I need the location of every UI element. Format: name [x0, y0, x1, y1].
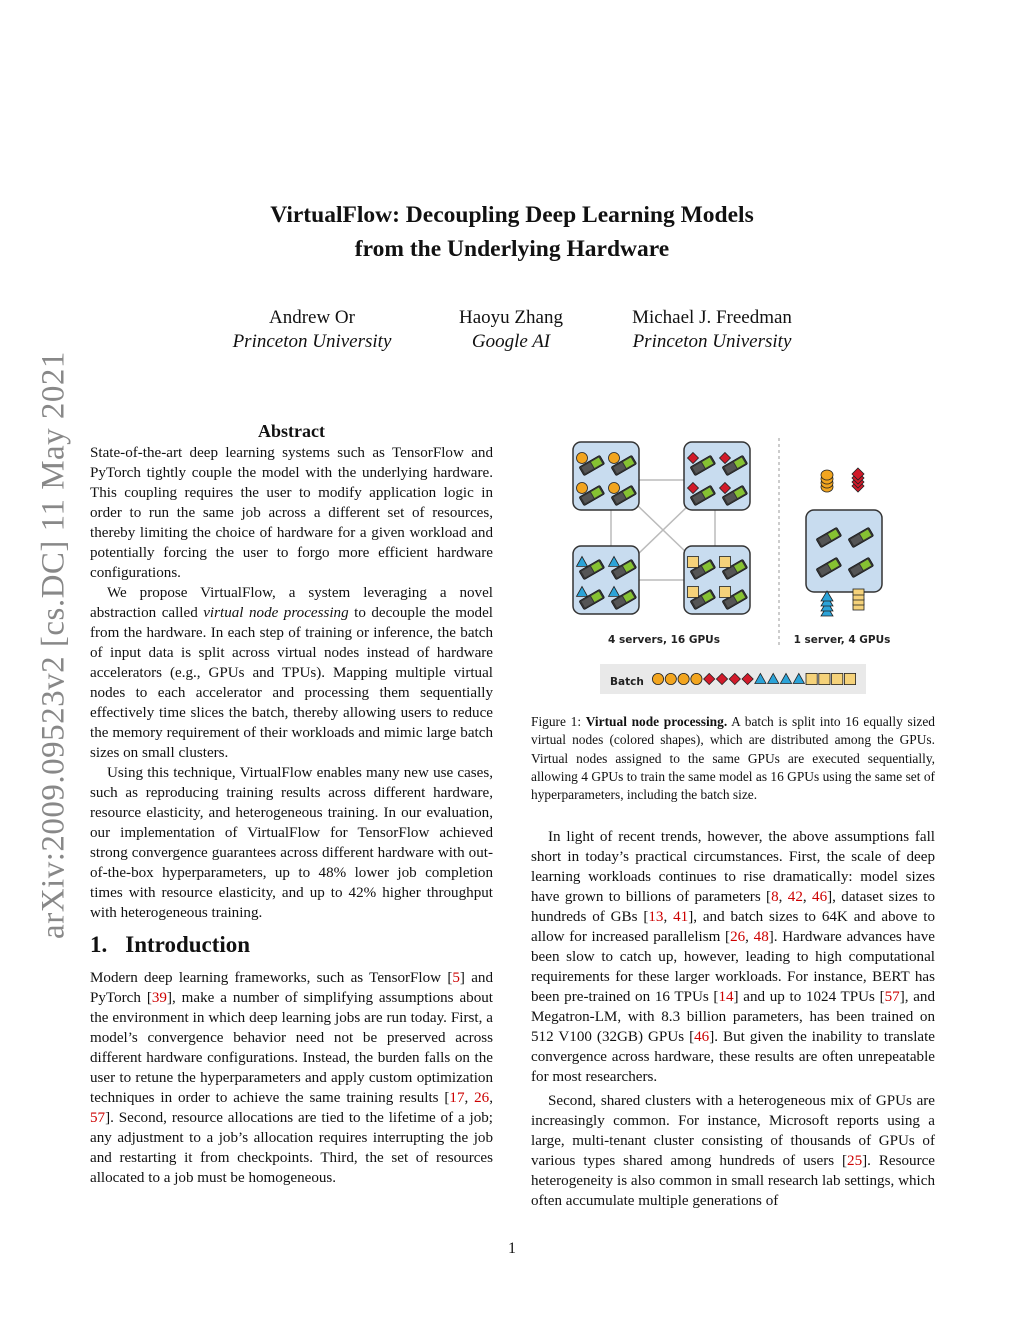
abstract-paragraph-1: State-of-the-art deep learning systems such as TensorFlow and PyTorch tightly couple the model with the underlying hardware. This coupling requires the user to modify application logic in order to run the same job across a different set of resources, thereby limiting the choice of hardware for a given workload and potentially forcing the user to forgo more efficient hardware configurations. [90, 445, 493, 581]
caption-text: A batch is split into 16 equally sized virtual nodes (colored shapes), which are distributed among the GPUs. Virtual nodes assigned to the same GPUs are executed sequentially, allowing 4 GPUs to train the same model as 16 GPUs using the same set of hyperparameters, including the batch size. [531, 714, 935, 803]
figure-virtual-node-processing [560, 430, 910, 700]
virtual-node-square [688, 587, 699, 598]
virtual-node-circle [691, 673, 702, 684]
label-4-servers: 4 servers, 16 GPUs [608, 634, 720, 646]
abstract-body [90, 443, 493, 923]
virtual-node-circle [577, 483, 588, 494]
virtual-node-square [819, 673, 830, 684]
server-diamond-group [684, 442, 750, 510]
stacked-circle-nodes [821, 470, 833, 492]
title-line-2: from the Underlying Hardware [354, 236, 670, 262]
label-1-server: 1 server, 4 GPUs [793, 634, 891, 646]
author-name: Andrew Or [268, 307, 355, 328]
virtual-node-circle [665, 673, 676, 684]
abstract-paragraph-3: Using this technique, VirtualFlow enables many new use cases, such as reproducing training results across different hardware, resource elasticity, and heterogeneous training. In our evaluation, our implementation of VirtualFlow for TensorFlow achieved strong convergence guarantees across different hardware with out-of-the-box hyperparameters, up to 48% lower job completion times with resource elasticity, and up to 42% higher throughput with heterogeneous training. [90, 765, 493, 921]
emphasis-term: virtual node processing [203, 605, 349, 621]
text-run: We propose VirtualFlow, a system leveraging a novel abstraction called [90, 585, 493, 621]
virtual-node-square [720, 557, 731, 568]
abstract-heading: Abstract [258, 421, 325, 441]
citation-link[interactable]: 5 [452, 970, 460, 986]
caption-prefix: Figure 1: [531, 714, 586, 729]
section-title: Introduction [125, 932, 251, 957]
right-column-body [531, 827, 935, 1211]
author-affiliation: Google AI [471, 331, 551, 352]
single-server [806, 510, 882, 592]
virtual-node-square [720, 587, 731, 598]
abstract-paragraph-2 [90, 583, 493, 763]
citation-link[interactable]: 25 [847, 1153, 863, 1169]
citation-link[interactable]: 14 [718, 989, 734, 1005]
section-number: 1. [90, 932, 108, 957]
citation-link[interactable]: 26 [474, 1090, 490, 1106]
citation-link[interactable]: 48 [753, 929, 769, 945]
stacked-diamond-nodes [852, 468, 864, 492]
section-heading-introduction [90, 932, 250, 958]
stacked-triangle-nodes [821, 591, 833, 616]
page-number: 1 [508, 1240, 516, 1257]
virtual-node-circle [609, 453, 620, 464]
citation-link[interactable]: 57 [90, 1110, 106, 1126]
citation-link[interactable]: 41 [673, 909, 689, 925]
citation-link[interactable]: 13 [648, 909, 664, 925]
citation-link[interactable]: 57 [884, 989, 900, 1005]
author-2 [411, 306, 611, 354]
citation-link[interactable]: 46 [812, 889, 828, 905]
citation-link[interactable]: 17 [449, 1090, 465, 1106]
server-circle-group [573, 442, 639, 510]
title-line-1: VirtualFlow: Decoupling Deep Learning Models [270, 202, 754, 228]
author-affiliation: Princeton University [632, 331, 792, 352]
citation-link[interactable]: 8 [771, 889, 779, 905]
figure-caption [531, 713, 935, 804]
author-affiliation: Princeton University [232, 331, 392, 352]
author-1 [212, 306, 412, 354]
virtual-node-square [688, 557, 699, 568]
intro-paragraph-2: In light of recent trends, however, the above assumptions fall short in today’s practical circumstances. First, the scale of deep learning workloads continues to rise dramatically: model sizes have grown to billions of parameters [8, 42, 46], dataset sizes to hundreds of GBs [13, 41], and batch sizes to 64K and above to allow for increased parallelism [26, 48]. Hardware advances have been slow to catch up, however, leading to high computational requirements for these larger workloads. For instance, BERT has been pre-trained on 16 TPUs [14] and up to 1024 TPUs [57], and Megatron-LM, with 8.3 billion parameters, has been trained on 512 V100 (32GB) GPUs [46]. But given the inability to translate convergence across hardware, these results are often unrepeatable for most researchers. [531, 829, 935, 1085]
batch-label: Batch [610, 676, 644, 688]
stacked-square-nodes [853, 589, 864, 610]
citation-link[interactable]: 39 [151, 990, 167, 1006]
author-name: Michael J. Freedman [632, 307, 792, 328]
virtual-node-square [806, 673, 817, 684]
server-triangle-group [573, 546, 639, 614]
server-box [806, 510, 882, 592]
citation-link[interactable]: 42 [787, 889, 803, 905]
server-square-group [684, 546, 750, 614]
virtual-node-circle [577, 453, 588, 464]
text-run: to decouple the model from the hardware. In each step of training or inference, the batch of input data is split across virtual nodes instead of hardware accelerators (e.g., GPUs and TPUs). Mapping multiple virtual nodes to each accelerator and processing them sequentially effectively time slices the batch, thereby allowing users to reduce the memory requirement of their workloads and mimic large batch sizes on small clusters. [90, 605, 493, 761]
caption-title: Virtual node processing. [585, 714, 728, 729]
virtual-node-circle [678, 673, 689, 684]
intro-paragraph-1: Modern deep learning frameworks, such as TensorFlow [5] and PyTorch [39], make a number of simplifying assumptions about the environment in which deep learning jobs are run today. First, a model’s convergence behavior need not be preserved across different hardware configurations. Instead, the burden falls on the user to retune the hyperparameters and apply custom optimization techniques in order to achieve the same training results [17, 26, 57]. Second, resource allocations are tied to the lifetime of a job; any adjustment to a job’s allocation requires interrupting the job and restarting it from checkpoints. Third, the set of resources allocated to a job must be homogeneous. [90, 970, 493, 1186]
citation-link[interactable]: 26 [730, 929, 746, 945]
virtual-node-square [844, 673, 855, 684]
intro-paragraph-3: Second, shared clusters with a heterogeneous mix of GPUs are increasingly common. For instance, Microsoft reports using a large, multi-tenant cluster consisting of thousands of GPUs of various types shared among hundreds of users [25]. Resource heterogeneity is also common in small research lab settings, which often accumulate multiple generations of [531, 1093, 936, 1209]
virtual-node-circle [609, 483, 620, 494]
virtual-node-circle [652, 673, 663, 684]
author-3 [602, 306, 822, 354]
arxiv-stamp [24, 345, 84, 945]
citation-link[interactable]: 46 [694, 1029, 710, 1045]
arxiv-stamp-text: arXiv:2009.09523v2 [cs.DC] 11 May 2021 [35, 351, 72, 939]
author-name: Haoyu Zhang [459, 307, 563, 328]
paper-title [0, 198, 1024, 266]
virtual-node-square [832, 673, 843, 684]
